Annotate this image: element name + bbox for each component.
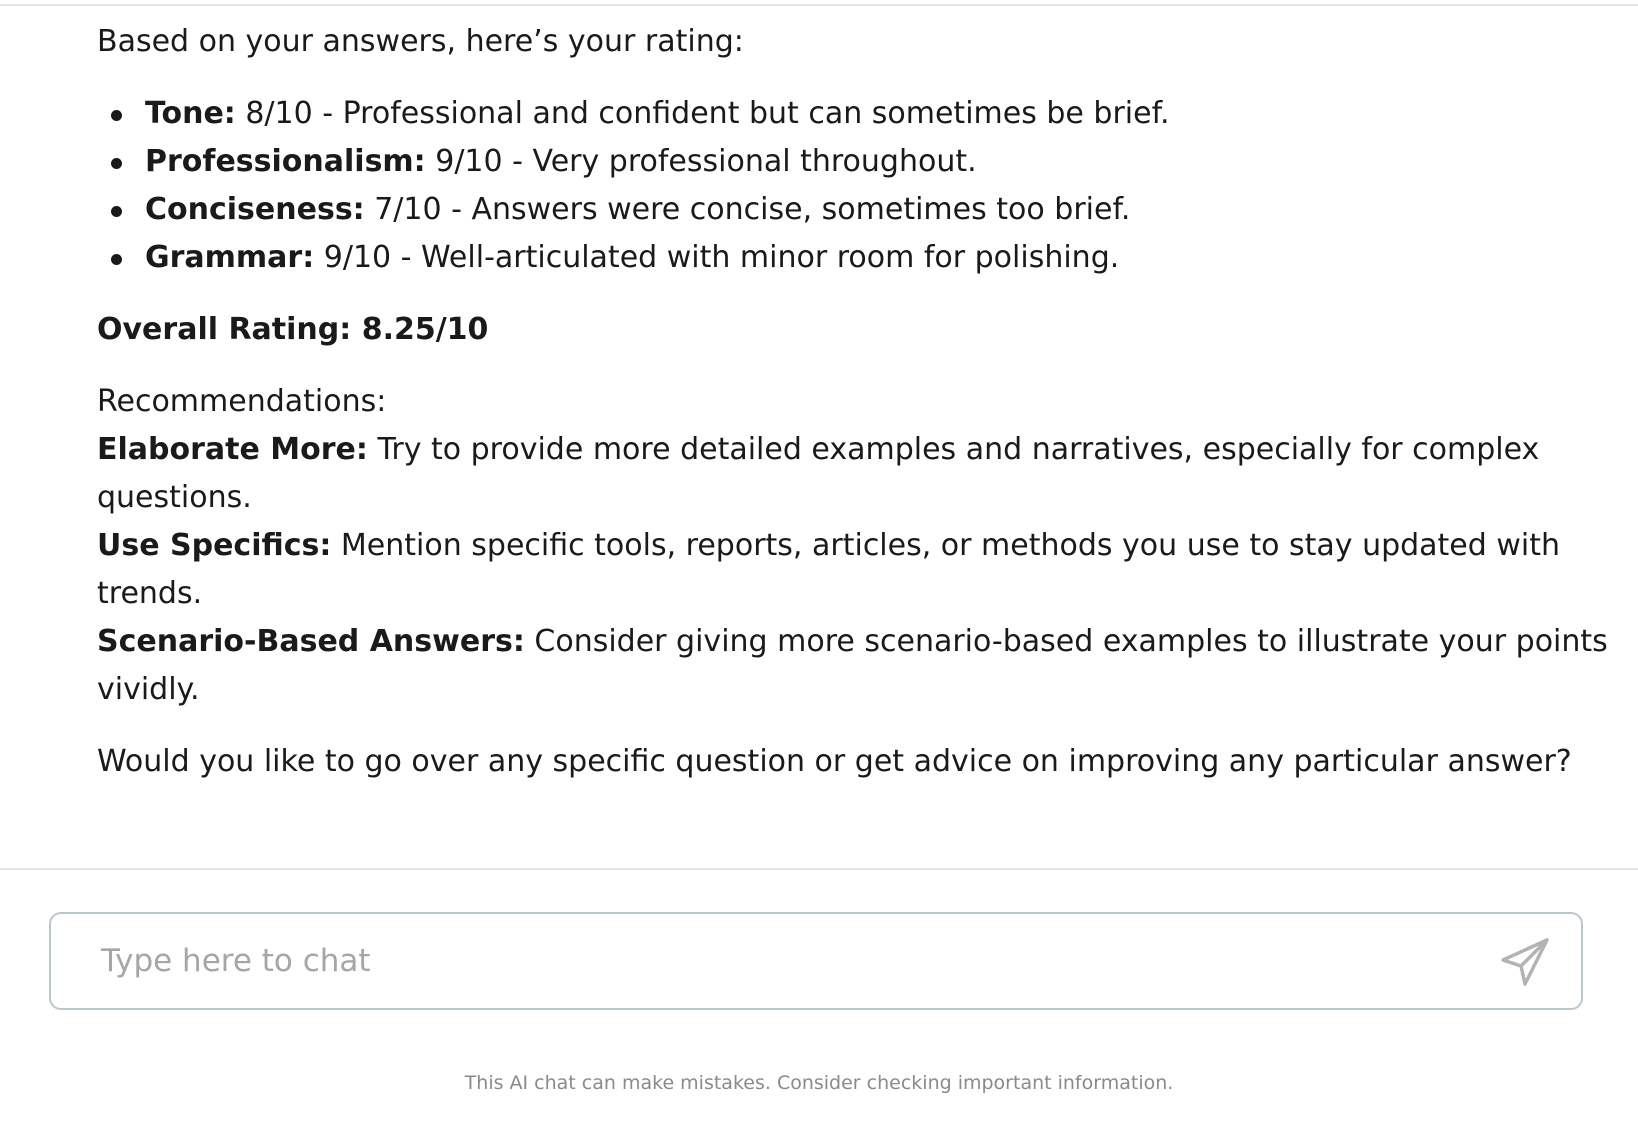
bullet-icon xyxy=(111,206,122,217)
rating-text: 9/10 - Well-articulated with minor room for polishing. xyxy=(323,240,1120,275)
closing-question: Would you like to go over any specific question or get advice on improving any particular answer? xyxy=(97,744,1572,779)
recommendation-text: Try to provide more detailed examples and narratives, especially for complex questions. xyxy=(97,432,1540,515)
rating-item-conciseness xyxy=(97,186,1617,234)
recommendation-label: Use Specifics: xyxy=(97,528,332,563)
recommendation-scenario-based xyxy=(97,618,1617,714)
assistant-message xyxy=(97,18,1617,786)
recommendation-elaborate-more xyxy=(97,426,1617,522)
message-intro: Based on your answers, here’s your rating: xyxy=(97,24,744,59)
bullet-icon xyxy=(111,254,122,265)
rating-item-professionalism xyxy=(97,138,1617,186)
composer-divider xyxy=(0,868,1638,870)
recommendation-text: Consider giving more scenario-based examples to illustrate your points vividly. xyxy=(97,624,1608,707)
rating-item-tone xyxy=(97,90,1617,138)
rating-text: 9/10 - Very professional throughout. xyxy=(435,144,977,179)
recommendations xyxy=(97,378,1617,714)
rating-item-grammar xyxy=(97,234,1617,282)
ai-disclaimer: This AI chat can make mistakes. Consider checking important information. xyxy=(464,1072,1174,1094)
recommendation-text: Mention specific tools, reports, articles, or methods you use to stay updated with trends. xyxy=(97,528,1560,611)
rating-label: Conciseness: xyxy=(145,192,365,227)
recommendation-label: Scenario-Based Answers: xyxy=(97,624,525,659)
rating-text: 8/10 - Professional and confident but can sometimes be brief. xyxy=(245,96,1170,131)
recommendation-use-specifics xyxy=(97,522,1617,618)
rating-list xyxy=(97,90,1617,282)
chat-composer xyxy=(49,912,1583,1010)
bullet-icon xyxy=(111,158,122,169)
chat-input[interactable] xyxy=(101,914,1441,1008)
bullet-icon xyxy=(111,110,122,121)
rating-text: 7/10 - Answers were concise, sometimes too brief. xyxy=(374,192,1131,227)
rating-label: Tone: xyxy=(145,96,236,131)
top-divider xyxy=(0,4,1638,6)
rating-label: Grammar: xyxy=(145,240,315,275)
paper-plane-icon xyxy=(1499,936,1551,988)
send-button[interactable] xyxy=(1499,936,1551,988)
recommendation-label: Elaborate More: xyxy=(97,432,368,467)
recommendations-heading: Recommendations: xyxy=(97,384,387,419)
overall-rating: Overall Rating: 8.25/10 xyxy=(97,312,489,347)
rating-label: Professionalism: xyxy=(145,144,426,179)
